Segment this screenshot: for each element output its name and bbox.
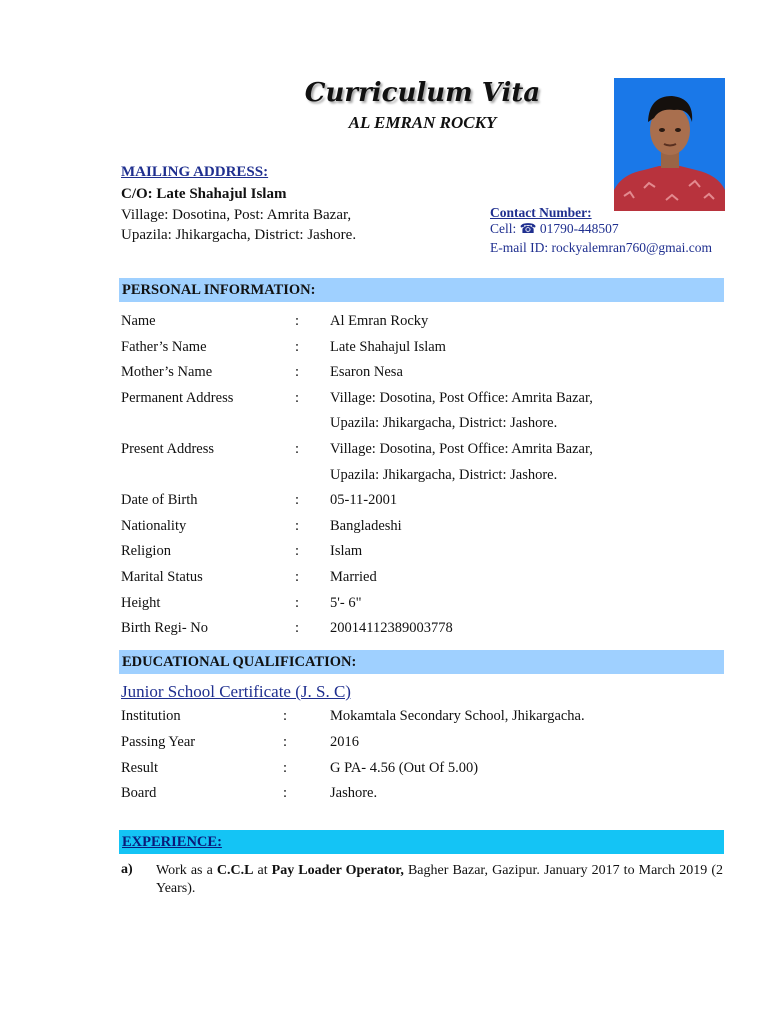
personal-info-label: Marital Status [121,569,203,585]
profile-photo [614,78,725,211]
personal-info-label: Mother’s Name [121,364,213,381]
personal-info-value: Late Shahajul Islam [330,338,446,355]
address-line-2: Upazila: Jhikargacha, District: Jashore. [121,227,357,243]
education-label: Board [121,785,157,802]
experience-text-mid: at [253,863,272,878]
jsc-heading: Junior School Certificate (J. S. C) [121,682,351,701]
personal-info-colon: : [295,338,300,355]
experience-heading-text: EXPERIENCE: [122,834,222,850]
personal-info-label: Religion [121,543,171,560]
personal-info-colon: : [295,492,300,509]
personal-info-value: Islam [330,543,363,560]
education-colon: : [283,733,288,750]
personal-info-row [121,339,721,365]
personal-info-label: Present Address [121,441,215,457]
contact-number-heading: Contact Number: [490,205,592,220]
personal-info-colon: : [295,313,300,329]
personal-info-colon: : [295,543,300,560]
personal-info-colon: : [295,441,300,457]
cell-value: 01790-448507 [539,221,619,236]
applicant-name: AL EMRAN ROCKY [348,113,497,132]
personal-info-value: 05-11-2001 [330,492,398,509]
personal-info-value: Upazila: Jhikargacha, District: Jashore. [330,466,558,483]
personal-info-value: Al Emran Rocky [330,313,429,329]
personal-info-row [121,543,721,569]
education-row [121,760,721,786]
experience-text-pre: Work as a [156,863,217,878]
personal-info-label: Height [121,594,161,611]
personal-info-value: 5'- 6" [330,594,362,611]
education-colon: : [283,785,288,802]
education-colon: : [283,759,288,776]
personal-info-value: Married [330,569,377,585]
mailing-address-heading: MAILING ADDRESS: [121,164,269,180]
education-row [121,708,721,734]
education-value: Jashore. [330,785,378,802]
personal-information-heading: PERSONAL INFORMATION: [119,278,724,302]
personal-info-row [121,492,721,518]
education-label: Passing Year [121,733,196,750]
personal-info-value: Esaron Nesa [330,364,403,381]
experience-position: Pay Loader Operator, [271,863,404,878]
care-of-line: C/O: Late Shahajul Islam [121,186,287,202]
personal-info-row [121,415,721,441]
personal-info-row [121,313,721,339]
personal-info-value: Bangladeshi [330,517,402,534]
personal-info-row [121,595,721,621]
experience-text [156,862,723,898]
personal-info-label: Date of Birth [121,492,198,509]
personal-info-colon: : [295,364,300,381]
address-line-1: Village: Dosotina, Post: Amrita Bazar, [121,207,352,223]
personal-info-label: Birth Regi- No [121,620,208,637]
personal-info-row [121,364,721,390]
education-label: Institution [121,708,181,724]
education-label: Result [121,759,159,776]
educational-qualification-heading: EDUCATIONAL QUALIFICATION: [119,650,724,674]
education-value: G PA- 4.56 (Out Of 5.00) [330,759,479,776]
cell-number [490,221,619,237]
personal-info-value: 20014112389003778 [330,620,453,637]
personal-info-label: Name [121,313,156,329]
personal-info-label: Nationality [121,517,187,534]
personal-info-row [121,441,721,467]
personal-info-colon: : [295,569,300,585]
experience-role: C.C.L [216,863,254,878]
personal-info-row [121,467,721,493]
personal-info-colon: : [295,517,300,534]
education-row [121,785,721,811]
personal-info-row [121,518,721,544]
personal-info-label: Permanent Address [121,389,234,406]
experience-text-post: Bagher Bazar, Gazipur. January 2017 to March 2019 (2 Years). [156,863,723,896]
personal-info-value: Village: Dosotina, Post Office: Amrita Bazar, [330,389,593,406]
education-value: 2016 [330,733,359,750]
education-row [121,734,721,760]
experience-heading [119,830,724,854]
cv-title: Curriculum Vita [304,78,541,108]
experience-marker: a) [121,862,133,877]
telephone-icon: ☎ [519,221,537,236]
personal-info-row [121,569,721,595]
email-line: E-mail ID: rockyalemran760@gmai.com [490,240,712,255]
education-value: Mokamtala Secondary School, Jhikargacha. [330,708,585,724]
personal-info-colon: : [295,620,300,637]
personal-info-colon: : [295,594,300,611]
education-colon: : [283,708,288,724]
cell-label: Cell: [490,221,520,236]
personal-info-value: Village: Dosotina, Post Office: Amrita Bazar, [330,441,593,457]
personal-info-row [121,390,721,416]
personal-info-label: Father’s Name [121,338,207,355]
personal-info-value: Upazila: Jhikargacha, District: Jashore. [330,415,558,432]
personal-info-colon: : [295,389,300,406]
personal-info-row [121,620,721,646]
